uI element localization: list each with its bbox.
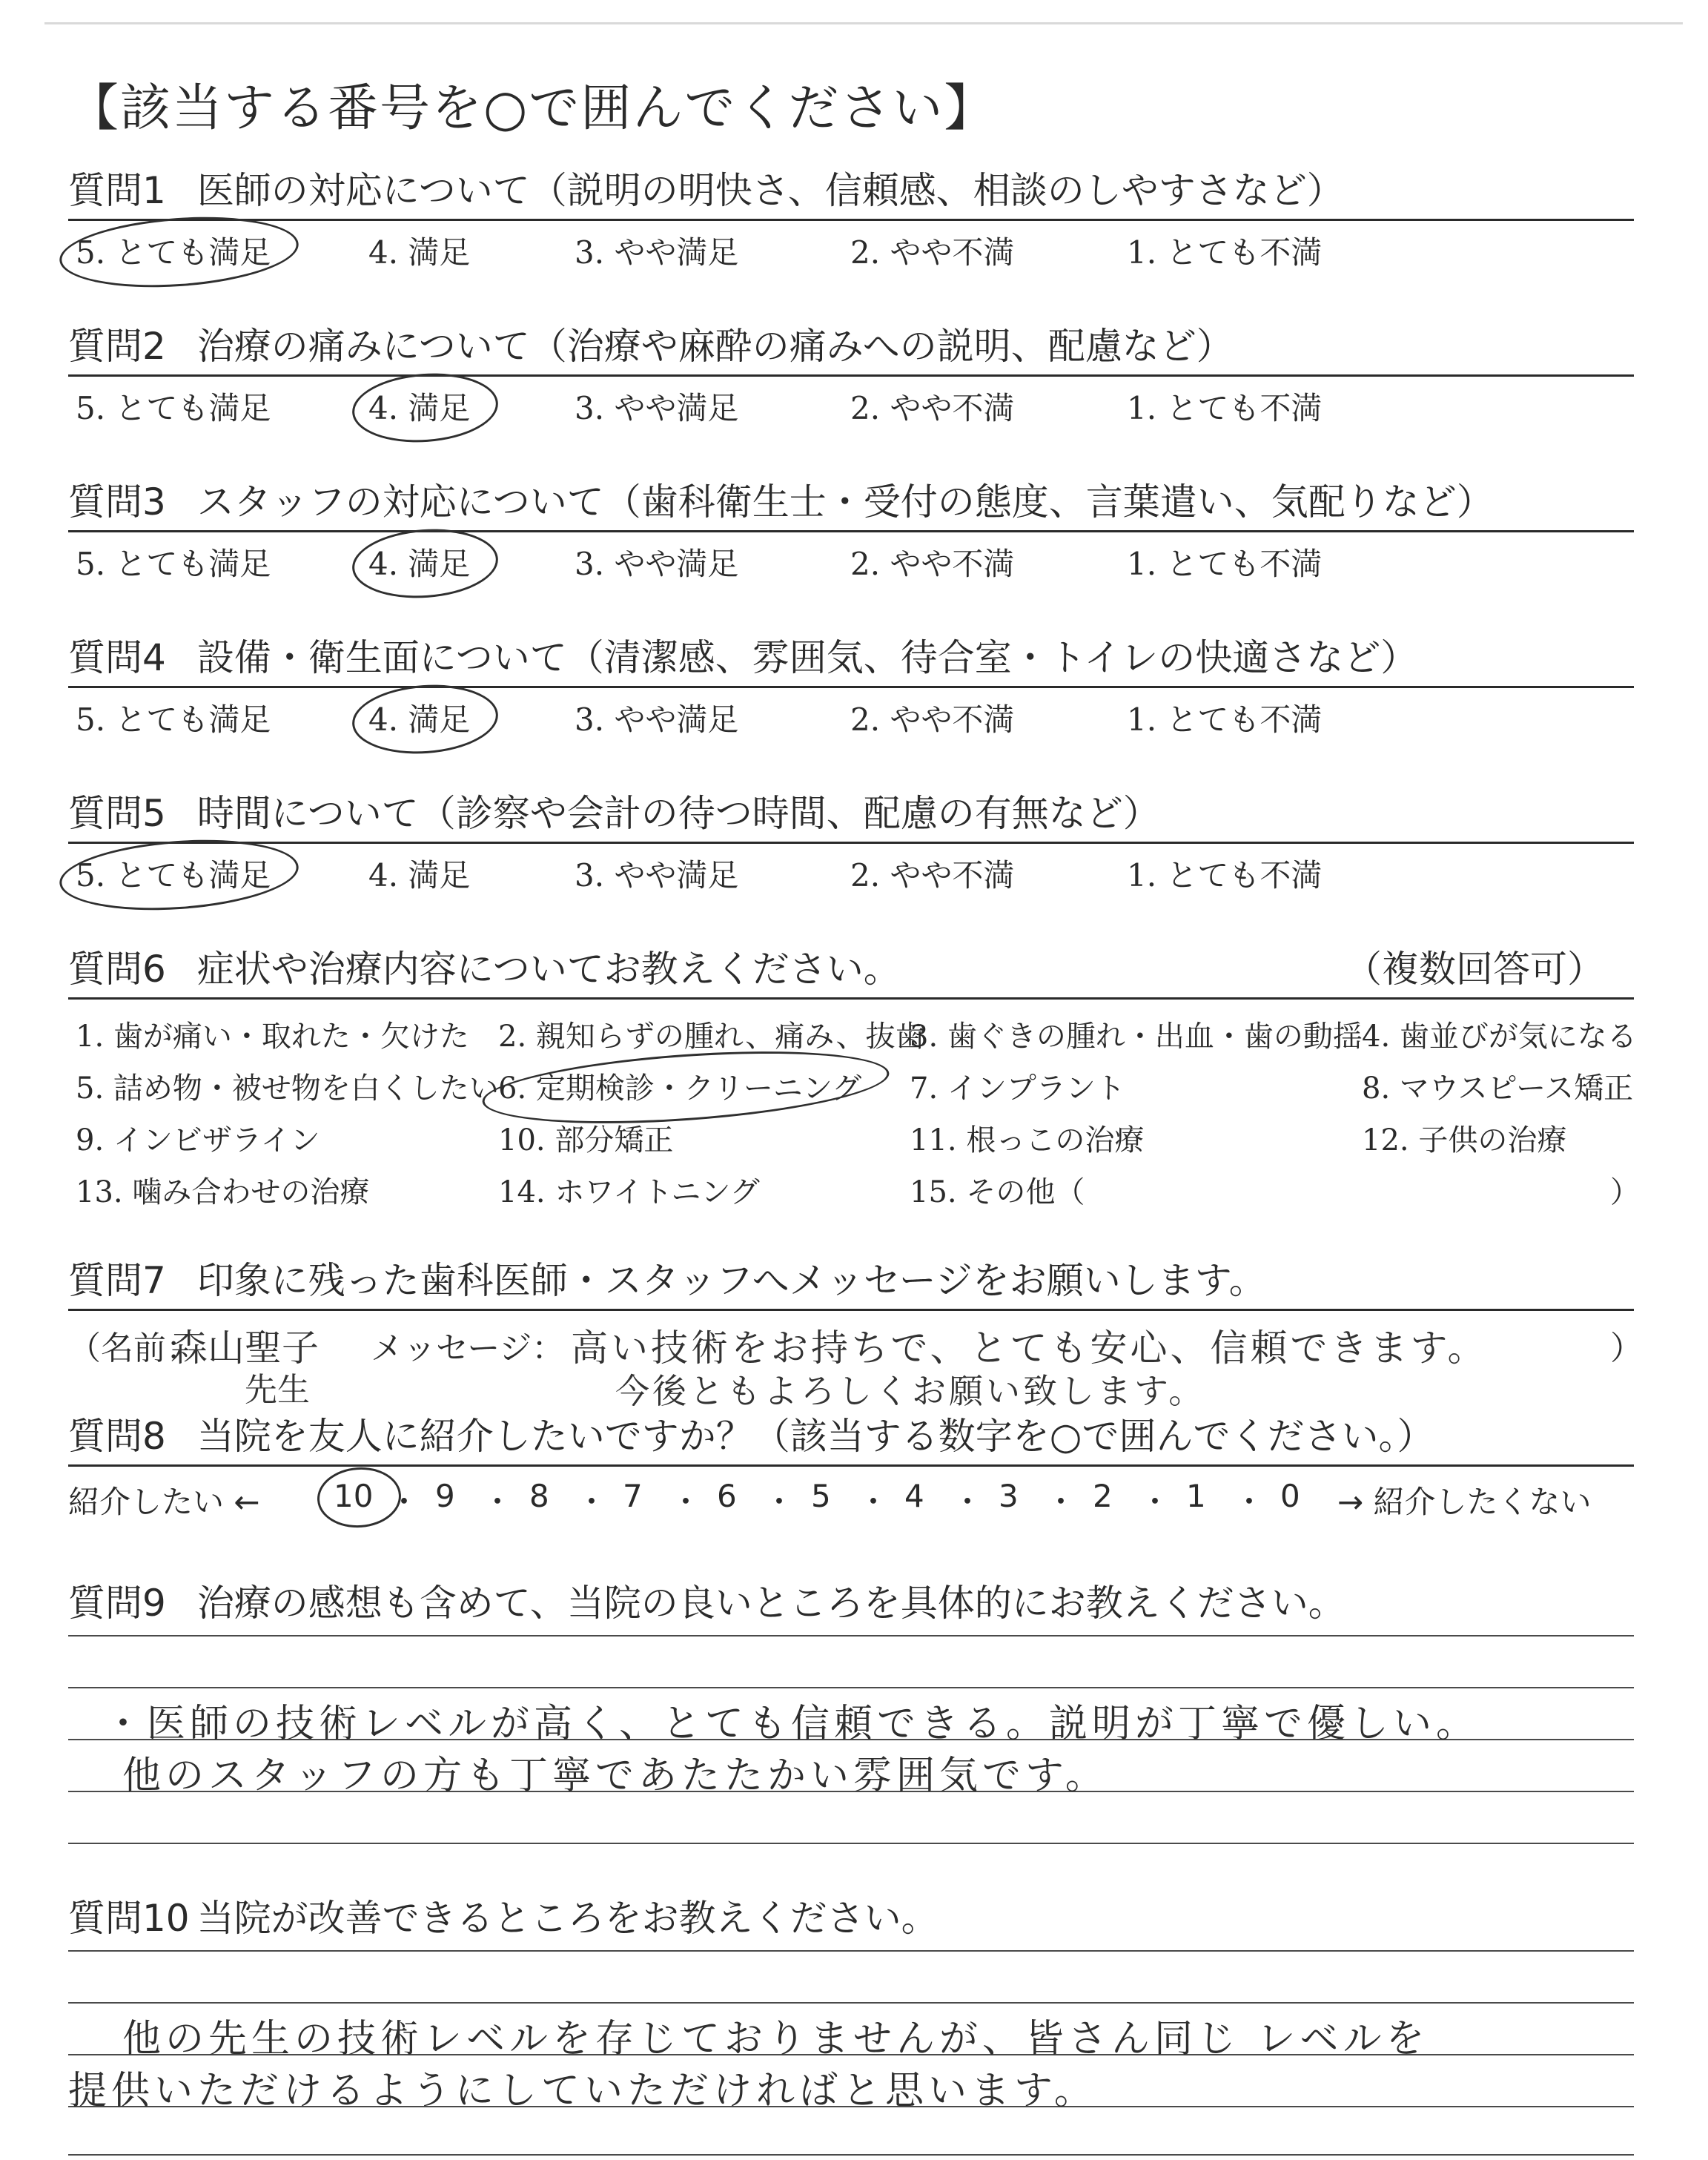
symptom-option[interactable]: 8. マウスピース矯正 <box>1362 1071 1634 1106</box>
scale-value[interactable]: 3 <box>999 1478 1019 1514</box>
scale-separator: ・ <box>388 1484 420 1520</box>
option-4[interactable]: 4. 満足 <box>368 234 471 271</box>
scale-left-label: 紹介したい ← <box>68 1484 260 1520</box>
symptom-option[interactable]: 1. 歯が痛い・取れた・欠けた <box>76 1020 469 1054</box>
option-3[interactable]: 3. やや満足 <box>575 701 739 738</box>
option-2[interactable]: 2. やや不満 <box>850 857 1015 894</box>
answer-line <box>68 1843 1634 1844</box>
question-3 <box>68 478 1634 584</box>
question-number: 質問2 <box>68 325 166 368</box>
option-5[interactable]: 5. とても満足 <box>76 390 271 426</box>
option-1[interactable]: 1. とても不満 <box>1127 234 1323 271</box>
recommend-scale <box>68 1472 1634 1524</box>
question-text: 医師の対応について（説明の明快さ、信頼感、相談のしやすさなど） <box>196 169 1344 212</box>
scale-value[interactable]: 2 <box>1093 1478 1113 1514</box>
message-text-line1[interactable]: 高い技術をお持ちで、とても安心、信頼できます。 <box>571 1327 1488 1370</box>
question-number: 質問3 <box>68 480 166 524</box>
question-number: 質問6 <box>68 948 166 991</box>
question-number: 質問4 <box>68 636 166 679</box>
question-4 <box>68 634 1634 740</box>
question-number: 質問10 <box>68 1897 190 1940</box>
option-5-selected[interactable]: 5. とても満足 <box>76 851 271 896</box>
option-4-selected[interactable]: 4. 満足 <box>368 540 470 584</box>
symptom-option[interactable]: 5. 詰め物・被せ物を白くしたい <box>76 1071 499 1106</box>
q10-answer-line2[interactable]: 提供いただけるようにしていただければと思います。 <box>68 2069 1097 2113</box>
option-4-selected[interactable]: 4. 満足 <box>368 384 470 429</box>
option-1[interactable]: 1. とても不満 <box>1127 546 1323 582</box>
question-6 <box>68 945 1640 1215</box>
symptom-option[interactable]: 14. ホワイトニング <box>498 1175 760 1209</box>
option-5[interactable]: 5. とても満足 <box>76 701 271 738</box>
symptom-option[interactable]: 12. 子供の治療 <box>1362 1123 1567 1157</box>
question-text: スタッフの対応について（歯科衛生士・受付の態度、言葉遣い、気配りなど） <box>196 480 1494 524</box>
symptom-option[interactable]: 11. 根っこの治療 <box>910 1123 1145 1157</box>
option-4-selected[interactable]: 4. 満足 <box>368 696 470 740</box>
answer-line <box>68 1635 1634 1636</box>
symptom-option[interactable]: 4. 歯並びが気になる <box>1362 1020 1637 1054</box>
staff-title: 先生 <box>245 1371 310 1409</box>
question-rule <box>68 1309 1634 1311</box>
answer-line <box>68 1950 1634 1952</box>
question-number: 質問8 <box>68 1415 166 1458</box>
option-1[interactable]: 1. とても不満 <box>1127 701 1323 738</box>
scale-right-label: → 紹介したくない <box>1337 1484 1592 1520</box>
symptom-option[interactable]: 2. 親知らずの腫れ、痛み、抜歯 <box>498 1020 925 1054</box>
symptom-option[interactable]: 13. 噛み合わせの治療 <box>76 1175 370 1209</box>
scale-value[interactable]: 9 <box>435 1478 455 1514</box>
option-2[interactable]: 2. やや不満 <box>850 390 1015 426</box>
question-5 <box>68 790 1634 896</box>
scale-separator: ・ <box>858 1484 890 1520</box>
question-text: 治療の感想も含めて、当院の良いところを具体的にお教えください。 <box>196 1582 1345 1625</box>
form-heading: 【該当する番号を○で囲んでください】 <box>68 79 996 138</box>
top-rule <box>44 22 1683 24</box>
scale-separator: ・ <box>764 1484 795 1520</box>
answer-line <box>68 2154 1634 2156</box>
rating-options <box>68 221 1634 273</box>
option-3[interactable]: 3. やや満足 <box>575 390 739 426</box>
scale-value[interactable]: 6 <box>717 1478 737 1514</box>
question-text: 印象に残った歯科医師・スタッフへメッセージをお願いします。 <box>196 1259 1266 1302</box>
question-7 <box>68 1257 1634 1311</box>
symptom-option-other[interactable]: 15. その他（ <box>910 1175 1085 1209</box>
symptom-option[interactable]: 9. インビザライン <box>76 1123 320 1157</box>
rating-options <box>68 844 1634 896</box>
symptom-option-selected[interactable]: 6. 定期検診・クリーニング <box>498 1065 861 1107</box>
message-label: メッセージ： <box>371 1330 565 1367</box>
question-2 <box>68 323 1634 429</box>
q9-answer-line1[interactable]: ・医師の技術レベルが高く、とても信頼できる。説明が丁寧で優しい。 <box>104 1702 1479 1746</box>
question-10 <box>68 1895 1634 1942</box>
scale-separator: ・ <box>482 1484 514 1520</box>
scale-separator: ・ <box>1139 1484 1171 1520</box>
question-1 <box>68 167 1634 273</box>
scale-separator: ・ <box>670 1484 702 1520</box>
message-text-line2[interactable]: 今後ともよろしくお願い致します。 <box>615 1371 1206 1411</box>
option-2[interactable]: 2. やや不満 <box>850 701 1015 738</box>
symptom-option[interactable]: 7. インプラント <box>910 1071 1125 1106</box>
name-label: （名前： <box>68 1330 199 1367</box>
q10-answer-line1[interactable]: 他の先生の技術レベルを存じておりませんが、皆さん同じ レベルを <box>122 2017 1429 2061</box>
scale-separator: ・ <box>1045 1484 1077 1520</box>
option-2[interactable]: 2. やや不満 <box>850 546 1015 582</box>
rating-options <box>68 532 1634 584</box>
answer-line <box>68 2002 1634 2004</box>
rating-options <box>68 688 1634 740</box>
question-text: 当院を友人に紹介したいですか？（該当する数字を○で囲んでください。） <box>196 1415 1434 1458</box>
question-8 <box>68 1413 1634 1467</box>
answer-line <box>68 1687 1634 1688</box>
scale-value[interactable]: 5 <box>811 1478 831 1514</box>
rating-options <box>68 377 1634 429</box>
option-1[interactable]: 1. とても不満 <box>1127 390 1323 426</box>
question-text: 設備・衛生面について（清潔感、雰囲気、待合室・トイレの快適さなど） <box>196 636 1418 679</box>
question-text: 症状や治療内容についてお教えください。 <box>196 948 901 991</box>
option-5[interactable]: 5. とても満足 <box>76 546 271 582</box>
scale-value[interactable]: 1 <box>1186 1478 1206 1514</box>
scale-separator: ・ <box>1234 1484 1265 1520</box>
symptom-options <box>68 1000 1640 1215</box>
option-4[interactable]: 4. 満足 <box>368 857 471 894</box>
scale-value[interactable]: 4 <box>904 1478 924 1514</box>
other-close-paren: ） <box>1610 1175 1640 1209</box>
question-text: 時間について（診察や会計の待つ時間、配慮の有無など） <box>196 792 1160 835</box>
scale-value[interactable]: 8 <box>529 1478 549 1514</box>
scale-value[interactable]: 7 <box>623 1478 643 1514</box>
scale-value[interactable]: 0 <box>1280 1478 1300 1514</box>
option-1[interactable]: 1. とても不満 <box>1127 857 1323 894</box>
scale-separator: ・ <box>952 1484 984 1520</box>
scale-separator: ・ <box>576 1484 608 1520</box>
question-9 <box>68 1579 1634 1627</box>
option-3[interactable]: 3. やや満足 <box>575 546 739 582</box>
option-2[interactable]: 2. やや不満 <box>850 234 1015 271</box>
symptom-option[interactable]: 3. 歯ぐきの腫れ・出血・歯の動揺 <box>910 1020 1363 1054</box>
question-text: 治療の痛みについて（治療や麻酔の痛みへの説明、配慮など） <box>196 325 1234 368</box>
question-text: 当院が改善できるところをお教えください。 <box>196 1897 939 1940</box>
staff-name[interactable]: 森山聖子 <box>171 1327 319 1370</box>
scale-value-selected[interactable]: 10 <box>334 1478 374 1514</box>
option-3[interactable]: 3. やや満足 <box>575 857 739 894</box>
question-number: 質問9 <box>68 1582 166 1625</box>
message-close-paren: ） <box>1610 1330 1643 1367</box>
multiple-answer-note: （複数回答可） <box>1345 948 1604 991</box>
option-3[interactable]: 3. やや満足 <box>575 234 739 271</box>
question-number: 質問1 <box>68 169 166 212</box>
question-number: 質問7 <box>68 1259 166 1302</box>
q9-answer-line2[interactable]: 他のスタッフの方も丁寧であたたかい雰囲気です。 <box>122 1754 1108 1798</box>
question-number: 質問5 <box>68 792 166 835</box>
option-5-selected[interactable]: 5. とても満足 <box>76 228 271 273</box>
question-rule <box>68 1464 1634 1467</box>
symptom-option[interactable]: 10. 部分矯正 <box>498 1123 674 1157</box>
